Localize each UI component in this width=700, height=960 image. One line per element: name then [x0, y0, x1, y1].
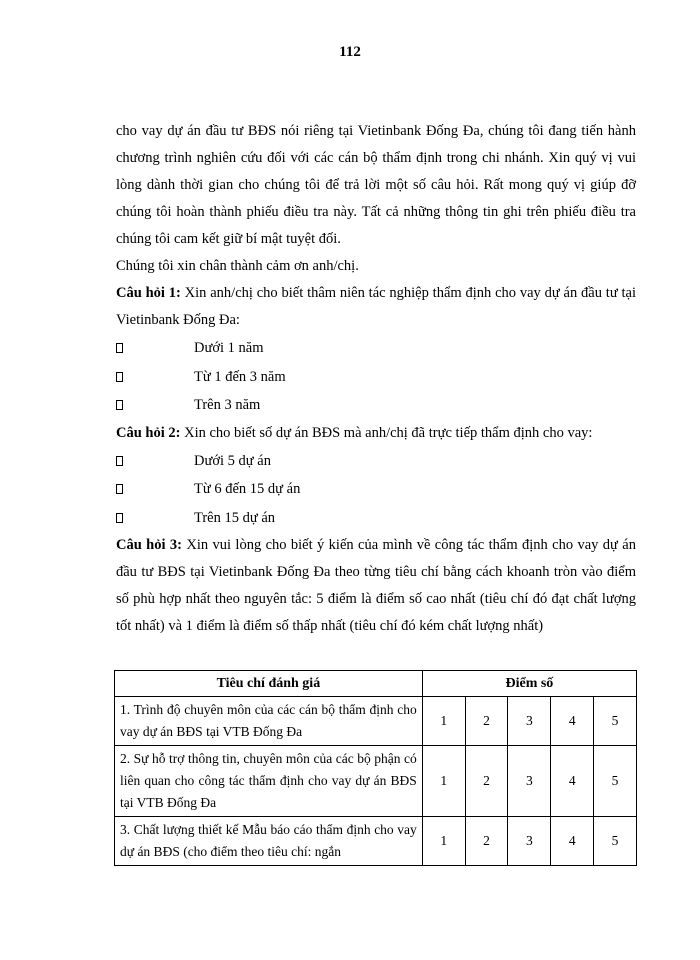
score-cell[interactable]: 4: [551, 817, 594, 866]
page-number: 112: [339, 44, 361, 60]
criteria-cell: [115, 746, 423, 817]
table-row: [115, 817, 637, 866]
score-cell[interactable]: 1: [422, 817, 465, 866]
criteria-text: 3. Chất lượng thiết kế Mẫu báo cáo thẩm định cho vay dự án BĐS (cho điểm theo tiêu chí: ngắn: [120, 822, 417, 859]
checkbox-icon[interactable]: [116, 372, 123, 382]
q2-option-1-label: Dưới 5 dự án: [194, 452, 271, 469]
criteria-cell: [115, 817, 423, 866]
score-cell[interactable]: 3: [508, 746, 551, 817]
q1-option-1-label: Dưới 1 năm: [194, 340, 264, 356]
score-cell[interactable]: 5: [594, 697, 637, 746]
checkbox-icon[interactable]: [116, 400, 123, 410]
intro-paragraph: cho vay dự án đầu tư BĐS nói riêng tại Vietinbank Đống Đa, chúng tôi đang tiến hành chương trình nghiên cứu đối với các cán bộ thẩm định trong chi nhánh. Xin quý vị vui lòng dành thời gian cho chúng tôi để trả lời một số câu hỏi. Rất mong quý vị giúp đỡ chúng tôi hoàn thành phiếu điều tra này. Tất cả những thông tin ghi trên phiếu điều tra chúng tôi cam kết giữ bí mật tuyệt đối.: [116, 123, 636, 247]
score-cell[interactable]: 1: [422, 697, 465, 746]
score-cell[interactable]: 5: [594, 746, 637, 817]
q2-option-2[interactable]: [116, 475, 636, 504]
question-2: [116, 420, 636, 447]
checkbox-icon[interactable]: [116, 343, 123, 353]
score-cell[interactable]: 2: [465, 817, 508, 866]
q1-option-2[interactable]: [116, 363, 636, 392]
question-3: [116, 532, 636, 640]
question-1-text: Xin anh/chị cho biết thâm niên tác nghiệp thẩm định cho vay dự án đầu tư tại Vietinbank Đống Đa:: [116, 285, 636, 328]
table-row: [115, 697, 637, 746]
q1-option-2-label: Từ 1 đến 3 năm: [194, 368, 286, 385]
table-row: [115, 746, 637, 817]
q1-option-3-label: Trên 3 năm: [194, 397, 261, 413]
checkbox-icon[interactable]: [116, 456, 123, 466]
score-cell[interactable]: 2: [465, 697, 508, 746]
score-cell[interactable]: 5: [594, 817, 637, 866]
header-criteria: Tiêu chí đánh giá: [115, 671, 423, 697]
score-cell[interactable]: 3: [508, 697, 551, 746]
document-body: [116, 118, 636, 640]
criteria-cell: [115, 697, 423, 746]
checkbox-icon[interactable]: [116, 513, 123, 523]
score-cell[interactable]: 4: [551, 697, 594, 746]
q1-option-1[interactable]: [116, 334, 636, 363]
thanks-line: Chúng tôi xin chân thành cảm ơn anh/chị.: [116, 258, 359, 274]
score-cell[interactable]: 4: [551, 746, 594, 817]
criteria-text: 2. Sự hỗ trợ thông tin, chuyên môn của các bộ phận có liên quan cho công tác thẩm định cho vay dự án BĐS tại VTB Đống Đa: [120, 751, 417, 810]
q2-option-3-label: Trên 15 dự án: [194, 509, 276, 526]
header-score: Điểm số: [422, 671, 636, 697]
question-3-text: Xin vui lòng cho biết ý kiến của mình về công tác thẩm định cho vay dự án đầu tư BĐS tại Vietinbank Đống Đa theo từng tiêu chí bằng cách khoanh tròn vào điểm số phù hợp nhất theo nguyên tắc: 5 điểm là điểm số cao nhất (tiêu chí đó đạt chất lượng tốt nhất) và 1 điểm là điểm số thấp nhất (tiêu chí đó kém chất lượng nhất): [116, 537, 636, 634]
question-2-label: Câu hỏi 2:: [116, 424, 181, 441]
criteria-text: 1. Trình độ chuyên môn của các cán bộ thẩm định cho vay dự án BĐS tại VTB Đống Đa: [120, 702, 417, 739]
question-1: [116, 280, 636, 334]
question-3-label: Câu hỏi 3:: [116, 537, 182, 553]
score-cell[interactable]: 3: [508, 817, 551, 866]
checkbox-icon[interactable]: [116, 484, 123, 494]
score-cell[interactable]: 2: [465, 746, 508, 817]
question-2-text: Xin cho biết số dự án BĐS mà anh/chị đã trực tiếp thẩm định cho vay:: [180, 424, 593, 441]
table-header-row: [115, 671, 637, 697]
q2-option-2-label: Từ 6 đến 15 dự án: [194, 481, 301, 497]
q2-option-3[interactable]: [116, 504, 636, 533]
question-1-label: Câu hỏi 1:: [116, 285, 181, 301]
q2-option-1[interactable]: [116, 447, 636, 476]
score-cell[interactable]: 1: [422, 746, 465, 817]
evaluation-table: [114, 670, 637, 866]
q1-option-3[interactable]: [116, 391, 636, 420]
